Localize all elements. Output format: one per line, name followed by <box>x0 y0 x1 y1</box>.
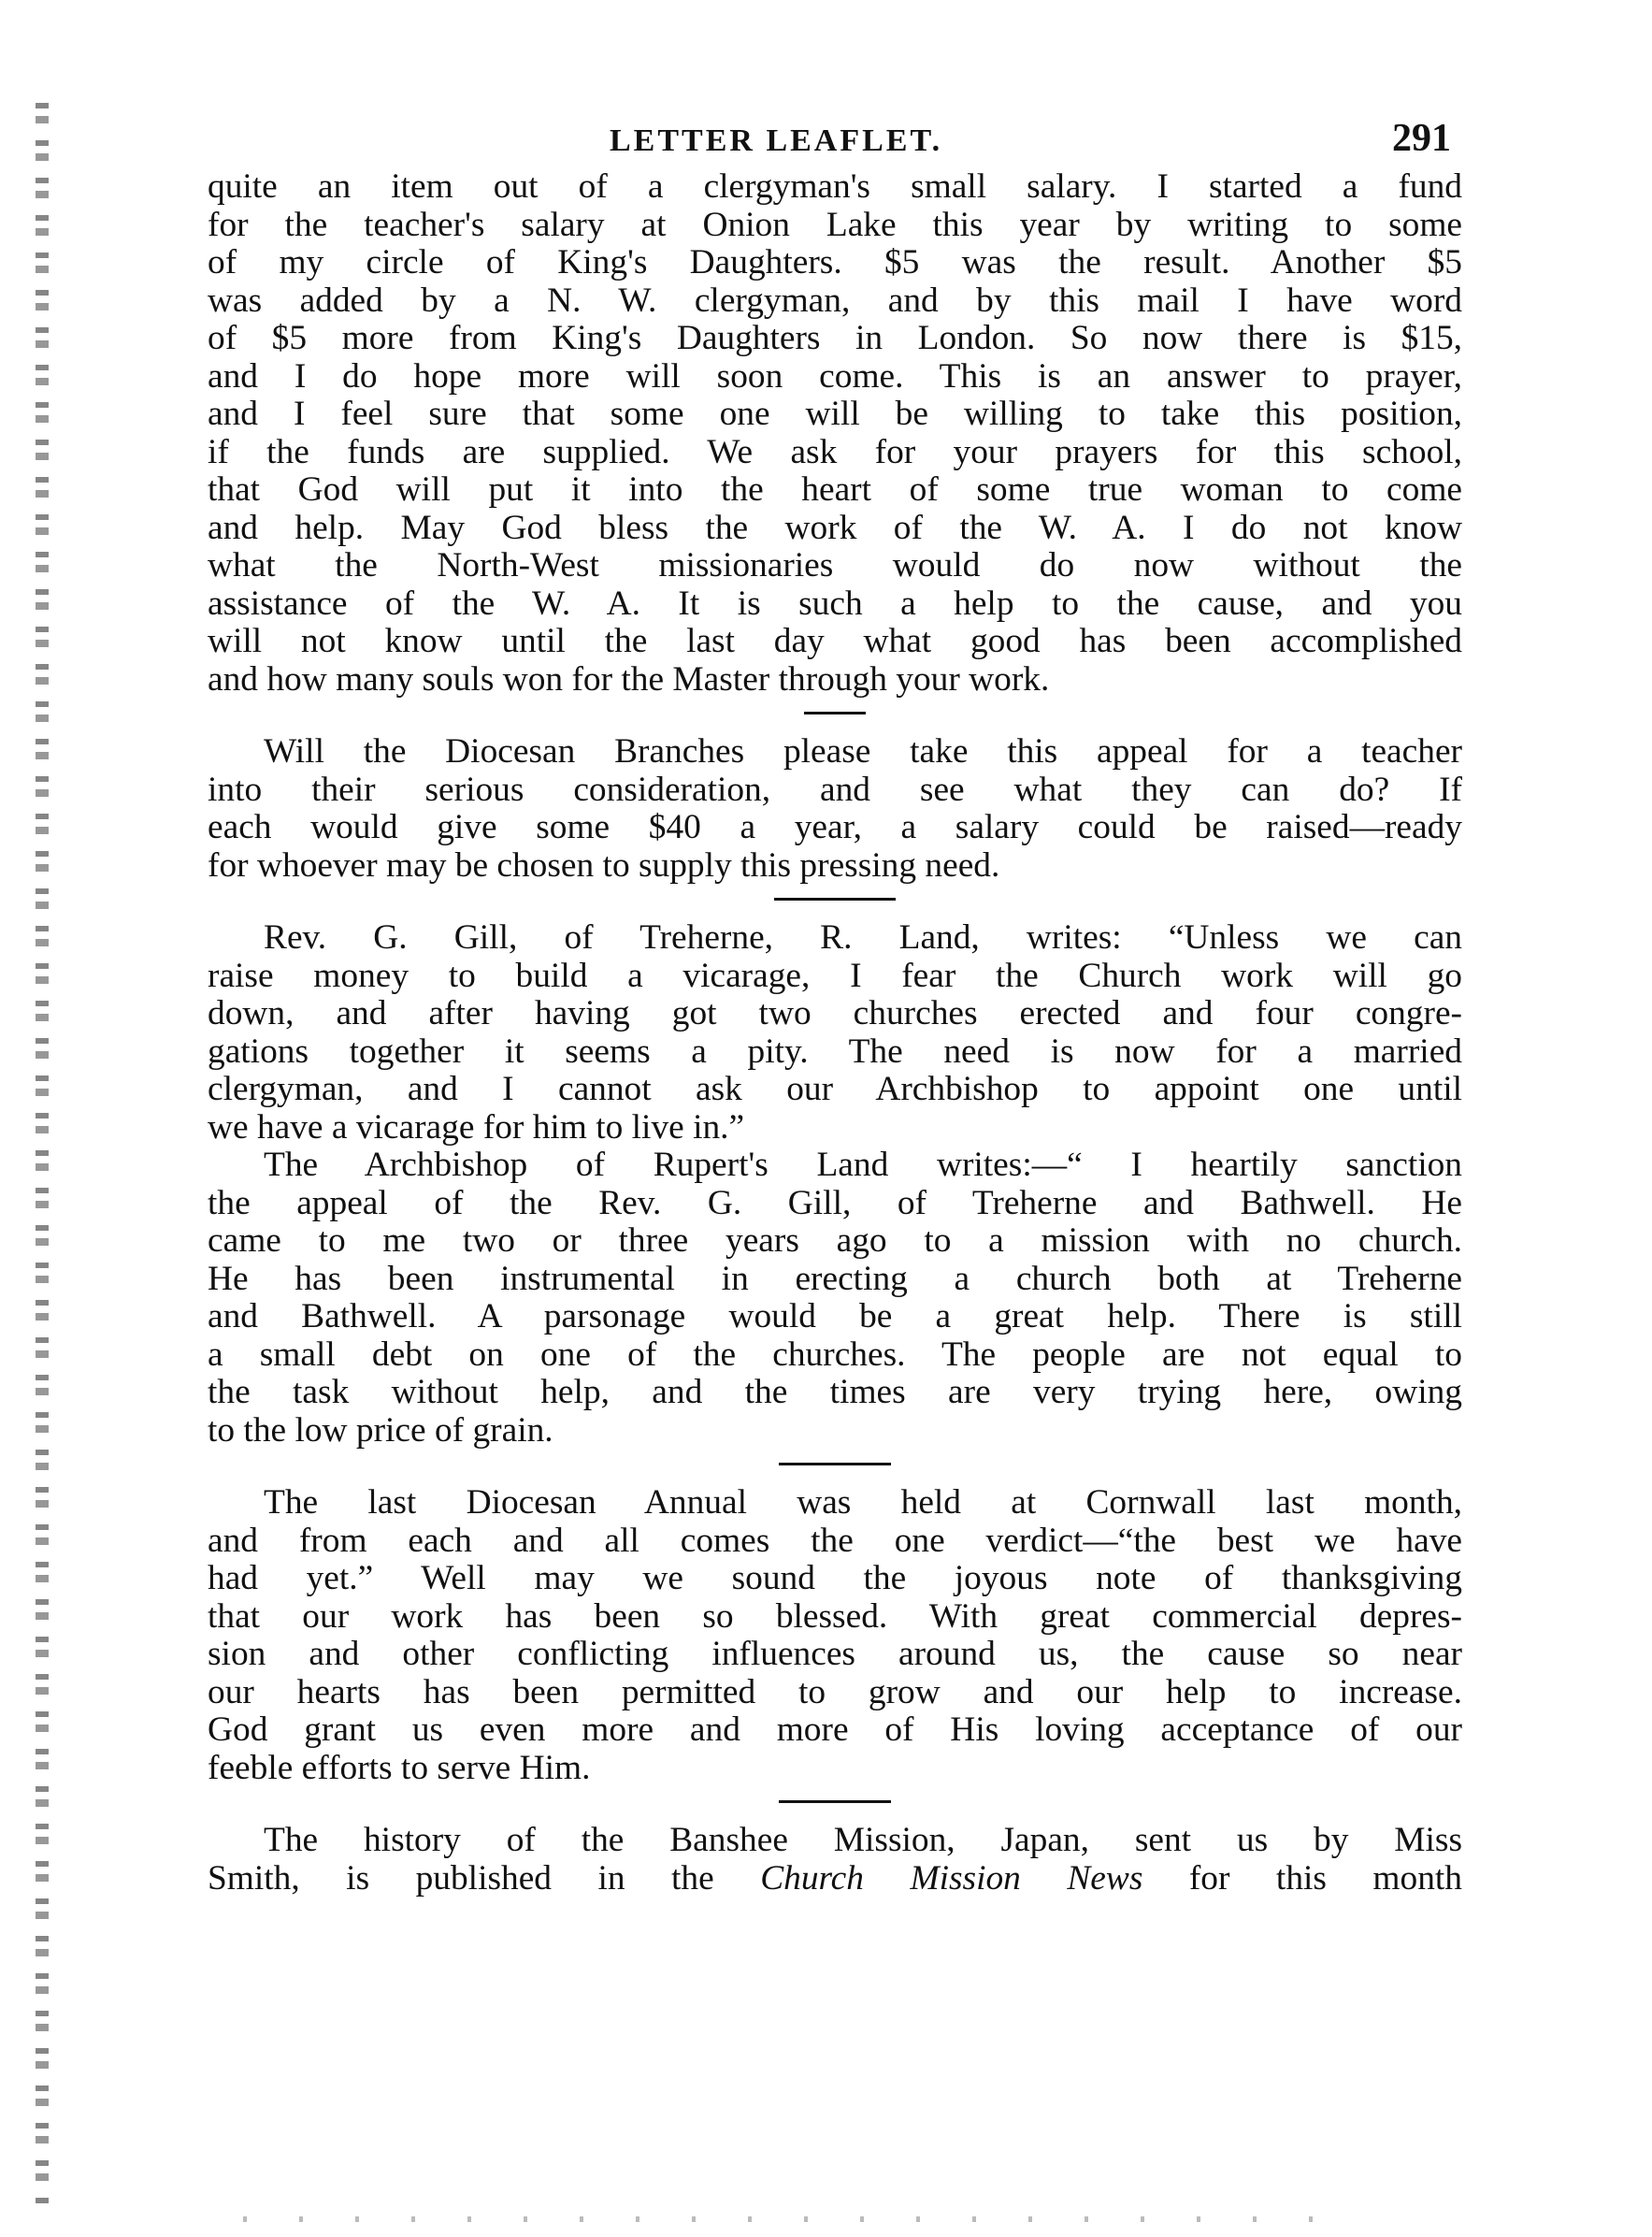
text-line: that our work has been so blessed. With great commercial depres- <box>208 1596 1462 1636</box>
paragraph-diocesan-appeal <box>208 733 1462 885</box>
text-run: Smith, is published in the <box>208 1858 761 1898</box>
text-line: our hearts has been permitted to grow and our help to increase. <box>208 1672 1462 1711</box>
text-line: sion and other conflicting influences around us, the cause so near <box>208 1635 1462 1673</box>
paragraph-gill-letter <box>208 919 1462 1147</box>
text-line: for whoever may be chosen to supply this pressing need. <box>208 845 1000 885</box>
text-line: He has been instrumental in erecting a church both at Treherne <box>208 1259 1462 1298</box>
text-line: and I do hope more will soon come. This is an answer to prayer, <box>208 356 1462 396</box>
text-line: and Bathwell. A parsonage would be a great help. There is still <box>208 1297 1462 1335</box>
text-line: had yet.” Well may we sound the joyous note of thanksgiving <box>208 1559 1462 1597</box>
text-line: the appeal of the Rev. G. Gill, of Treherne and Bathwell. He <box>208 1183 1462 1222</box>
text-line: the task without help, and the times are very trying here, owing <box>208 1373 1462 1411</box>
text-line: feeble efforts to serve Him. <box>208 1748 591 1787</box>
text-line: each would give some $40 a year, a salary could be raised—ready <box>208 808 1462 846</box>
text-line: we have a vicarage for him to live in.” <box>208 1107 745 1147</box>
paragraph-archbishop-letter <box>208 1147 1462 1450</box>
text-line: The history of the Banshee Mission, Japan, sent us by Miss <box>264 1821 1462 1859</box>
text-line: God grant us even more and more of His loving acceptance of our <box>208 1710 1462 1749</box>
text-line: and how many souls won for the Master through your work. <box>208 659 1050 699</box>
text-run: for this month <box>1142 1858 1462 1898</box>
text-line: clergyman, and I cannot ask our Archbishop to appoint one until <box>208 1070 1462 1108</box>
page-number: 291 <box>1392 117 1451 160</box>
text-line: and from each and all comes the one verdict—“the best we have <box>208 1521 1462 1560</box>
book-page <box>208 110 1462 1898</box>
paragraph-diocesan-annual <box>208 1484 1462 1787</box>
text-line: quite an item out of a clergyman's small salary. I started a fund <box>208 167 1462 206</box>
text-line: a small debt on one of the churches. The people are not equal to <box>208 1335 1462 1374</box>
text-line: The last Diocesan Annual was held at Cornwall last month, <box>264 1483 1462 1522</box>
publication-title: Church Mission News <box>760 1858 1143 1898</box>
text-line: Will the Diocesan Branches please take this appeal for a teacher <box>264 732 1462 771</box>
text-line: into their serious consideration, and see what they can do? If <box>208 770 1462 809</box>
page-footer-specks <box>243 2216 1346 2222</box>
text-line: assistance of the W. A. It is such a help to the cause, and you <box>208 584 1462 623</box>
section-divider <box>804 712 866 714</box>
text-line: to the low price of grain. <box>208 1410 553 1450</box>
section-divider <box>774 898 896 901</box>
text-line: of $5 more from King's Daughters in London. So now there is $15, <box>208 319 1462 357</box>
text-line: of my circle of King's Daughters. $5 was the result. Another $5 <box>208 243 1462 281</box>
section-divider <box>779 1800 891 1803</box>
text-line: came to me two or three years ago to a mission with no church. <box>208 1221 1462 1260</box>
text-line: and help. May God bless the work of the W. A. I do not know <box>208 508 1462 547</box>
running-title: LETTER LEAFLET. <box>610 123 943 158</box>
text-line: that God will put it into the heart of some true woman to come <box>208 470 1462 509</box>
text-line: will not know until the last day what good has been accomplished <box>208 622 1462 660</box>
paragraph-banshee-mission <box>208 1822 1462 1898</box>
page-binding-edge <box>36 103 49 2207</box>
running-head <box>208 110 1462 168</box>
text-line: was added by a N. W. clergyman, and by this mail I have word <box>208 281 1462 320</box>
text-line: gations together it seems a pity. The need is now for a married <box>208 1032 1462 1071</box>
text-line: if the funds are supplied. We ask for your prayers for this school, <box>208 432 1462 471</box>
text-line <box>208 1860 1462 1898</box>
paragraph-teacher-fund <box>208 168 1462 699</box>
text-line: down, and after having got two churches erected and four congre- <box>208 994 1462 1032</box>
text-line: raise money to build a vicarage, I fear the Church work will go <box>208 956 1462 995</box>
text-line: The Archbishop of Rupert's Land writes:—“ I heartily sanction <box>264 1146 1462 1184</box>
text-line: and I feel sure that some one will be willing to take this position, <box>208 395 1462 433</box>
text-line: what the North-West missionaries would do now without the <box>208 546 1462 585</box>
text-line: Rev. G. Gill, of Treherne, R. Land, writes: “Unless we can <box>264 918 1462 957</box>
section-divider <box>779 1463 891 1465</box>
text-line: for the teacher's salary at Onion Lake this year by writing to some <box>208 205 1462 244</box>
